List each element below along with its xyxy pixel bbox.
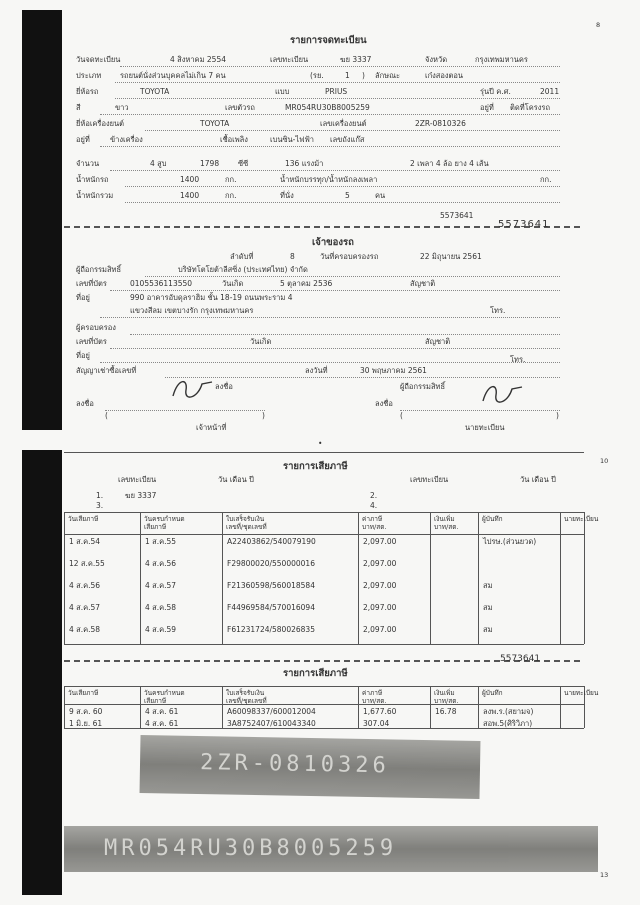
- lbl-type: ประเภท: [76, 71, 102, 80]
- lbl-reg-date: วันจดทะเบียน: [76, 55, 121, 64]
- table-col-line: [584, 512, 585, 644]
- table-cell: ลงพ.ร.(สยามจ): [483, 707, 534, 716]
- lbl-color: สี: [76, 103, 81, 112]
- lbl-id: เลขที่บัตร: [76, 279, 107, 288]
- table-header-cell: วันเสียภาษี: [68, 515, 99, 523]
- lbl-style: ลักษณะ: [375, 71, 401, 80]
- table-cell: F29800020/550000016: [227, 559, 315, 568]
- tax-title-2: รายการเสียภาษี: [283, 668, 348, 679]
- cc: 1798: [200, 159, 220, 168]
- engine-brand: TOYOTA: [200, 119, 230, 128]
- lbl-gas-tank: เลขถังแก๊ส: [330, 135, 365, 144]
- vehicle-type: รถยนต์นั่งส่วนบุคคลไม่เกิน 7 คน: [120, 71, 226, 80]
- weight: 1400: [180, 175, 200, 184]
- style: เก๋งสองตอน: [425, 71, 464, 80]
- tape-engine-text: 2ZR-0810326: [199, 750, 390, 779]
- table-header-cell: นายทะเบียน: [564, 689, 599, 697]
- lbl-vin-at: อยู่ที่: [480, 103, 494, 112]
- officer-close-paren: ): [262, 411, 265, 420]
- registrar-open-paren: (: [400, 411, 403, 420]
- table-border: [64, 644, 584, 645]
- line: [400, 410, 560, 411]
- line: [100, 114, 560, 115]
- table-cell: 4 ส.ค.58: [69, 625, 101, 634]
- lbl-brand: ยี่ห้อรถ: [76, 87, 99, 96]
- table-cell: 16.78: [435, 707, 457, 716]
- line: [145, 130, 560, 131]
- serial-number-2: 5573641: [500, 654, 541, 664]
- table-cell: A60098337/600012004: [227, 707, 316, 716]
- lbl-vin: เลขตัวรถ: [225, 103, 255, 112]
- tape-vin-text: MR054RU30B8005259: [104, 836, 398, 861]
- registration-title: รายการจดทะเบียน: [290, 35, 367, 46]
- lbl-own-date: วันที่ครอบครองรถ: [320, 252, 379, 261]
- line: [125, 202, 560, 203]
- tax-title: รายการเสียภาษี: [283, 461, 348, 472]
- table-cell: ไปรษ.(ส่วนยวด): [483, 537, 537, 546]
- owner-title: เจ้าของรถ: [312, 237, 354, 248]
- line: [100, 362, 560, 363]
- gross-unit: กก.: [225, 191, 237, 200]
- seats: 5: [345, 191, 350, 200]
- lbl-possessor: ผู้ครอบครอง: [76, 323, 116, 332]
- table-cell: สม: [483, 581, 493, 590]
- lbl-seq: ลำดับที่: [230, 252, 254, 261]
- table-cell: F61231724/580026835: [227, 625, 315, 634]
- reg-date: 4 สิงหาคม 2554: [170, 55, 226, 64]
- lbl-plate: เลขทะเบียน: [270, 55, 309, 64]
- lbl-seats: ที่นั่ง: [280, 191, 294, 200]
- code-close: ): [362, 71, 365, 80]
- table-cell: 4 ส.ค.56: [69, 581, 101, 590]
- line: [100, 146, 560, 147]
- line: [120, 66, 560, 67]
- lbl-code: (รย.: [310, 71, 324, 80]
- birth-date: 5 ตุลาคม 2536: [280, 279, 333, 288]
- table-col-line: [358, 686, 359, 728]
- seats-unit: คน: [375, 191, 386, 200]
- lbl-registrar: นายทะเบียน: [465, 423, 505, 432]
- table-border: [64, 686, 584, 687]
- table-col-line: [64, 512, 65, 644]
- lbl-tel2: โทร.: [510, 355, 526, 364]
- year: 2011: [540, 87, 560, 96]
- gross-weight: 1400: [180, 191, 200, 200]
- table-cell: 4 ส.ค.58: [145, 603, 177, 612]
- table-col-line: [140, 512, 141, 644]
- table-col-line: [430, 512, 431, 644]
- lbl-address: ที่อยู่: [76, 293, 90, 302]
- address-line2: แขวงสีลม เขตบางรัก กรุงเทพมหานคร: [130, 306, 254, 315]
- table-cell: 2,097.00: [363, 559, 397, 568]
- lbl-tel: โทร.: [490, 306, 506, 315]
- weight-unit: กก.: [225, 175, 237, 184]
- entry-1-num: 1.: [96, 491, 104, 500]
- tape-vin: [64, 826, 598, 872]
- table-header-cell: เงินเพิ่ม บาท/สต.: [434, 689, 459, 706]
- table-cell: 4 ส.ค. 61: [145, 707, 179, 716]
- hdr-date: วัน เดือน ปี: [218, 475, 254, 484]
- lbl-engine-at: อยู่ที่: [76, 135, 90, 144]
- vin-at: ติดที่โครงรถ: [510, 103, 550, 112]
- registrar-close-paren: ): [556, 411, 559, 420]
- table-border: [64, 534, 584, 535]
- lbl-weight: น้ำหนักรถ: [76, 175, 109, 184]
- table-border: [64, 704, 584, 705]
- own-date: 22 มิถุนายน 2561: [420, 252, 482, 261]
- officer-open-paren: (: [105, 411, 108, 420]
- address: 990 อาคารอับดุลราฮิม ชั้น 18-19 ถนนพระราม 4: [130, 293, 293, 302]
- lbl-model: แบบ: [275, 87, 290, 96]
- table-col-line: [140, 686, 141, 728]
- table-col-line: [358, 512, 359, 644]
- lbl-engine-no: เลขเครื่องยนต์: [320, 119, 367, 128]
- line: [110, 290, 560, 291]
- lbl-nationality: สัญชาติ: [410, 279, 436, 288]
- table-cell: 4 ส.ค.59: [145, 625, 177, 634]
- table-col-line: [560, 686, 561, 728]
- table-col-line: [222, 512, 223, 644]
- table-border: [64, 512, 584, 513]
- table-cell: A22403862/540079190: [227, 537, 316, 546]
- lbl-holder-sign: ผู้ถือกรรมสิทธิ์: [400, 382, 446, 391]
- table-col-line: [430, 686, 431, 728]
- divider: [64, 452, 584, 453]
- table-cell: 1 ส.ค.55: [145, 537, 177, 546]
- lbl-gross: น้ำหนักรวม: [76, 191, 114, 200]
- fuel: เบนซิน-ไฟฟ้า: [270, 135, 314, 144]
- table-col-line: [478, 512, 479, 644]
- table-cell: 1,677.60: [363, 707, 397, 716]
- table-col-line: [478, 686, 479, 728]
- table-cell: สม: [483, 603, 493, 612]
- line: [110, 170, 560, 171]
- table-cell: 307.04: [363, 719, 390, 728]
- lbl-province: จังหวัด: [425, 55, 448, 64]
- table-cell: 2,097.00: [363, 603, 397, 612]
- scan-edge-top: [22, 10, 62, 430]
- lbl-qty: จำนวน: [76, 159, 100, 168]
- entry-2-num: 2.: [370, 491, 378, 500]
- table-cell: F21360598/560018584: [227, 581, 315, 590]
- line: [110, 348, 560, 349]
- code: 1: [345, 71, 350, 80]
- lbl-cc: ซีซี: [238, 159, 249, 168]
- page-number: 8: [596, 21, 601, 29]
- table-cell: สม: [483, 625, 493, 634]
- table-header-cell: วันครบกำหนด เสียภาษี: [144, 515, 185, 532]
- hdr-plate-2: เลขทะเบียน: [410, 475, 449, 484]
- table-cell: 4 ส.ค.57: [145, 581, 177, 590]
- serial-number: 5573641: [440, 211, 474, 220]
- side-number: 10: [600, 457, 609, 465]
- engine-no: 2ZR-0810326: [415, 119, 466, 128]
- table-cell: 9 ส.ค. 60: [69, 707, 103, 716]
- line: [165, 377, 560, 378]
- holder-name: บริษัทโตโยต้าลีสซิ่ง (ประเทศไทย) จำกัด: [178, 265, 308, 274]
- line: [125, 186, 560, 187]
- line: [105, 410, 265, 411]
- table-cell: 2,097.00: [363, 537, 397, 546]
- lbl-sign3: ลงชื่อ: [375, 399, 393, 408]
- horsepower: 136 แรงม้า: [285, 159, 324, 168]
- line: [115, 98, 560, 99]
- table-cell: 4 ส.ค. 61: [145, 719, 179, 728]
- table-col-line: [560, 512, 561, 644]
- table-header-cell: วันครบกำหนด เสียภาษี: [144, 689, 185, 706]
- table-cell: 2,097.00: [363, 625, 397, 634]
- lbl-nationality2: สัญชาติ: [425, 337, 451, 346]
- table-col-line: [64, 686, 65, 728]
- table-header-cell: นายทะเบียน: [564, 515, 599, 523]
- table-col-line: [222, 686, 223, 728]
- lbl-officer: เจ้าหน้าที่: [196, 423, 227, 432]
- load-unit: กก.: [540, 175, 552, 184]
- vin: MR054RU30B8005259: [285, 103, 370, 112]
- lbl-load: น้ำหนักบรรทุก/น้ำหนักลงเพลา: [280, 175, 378, 184]
- table-cell: F44969584/570016094: [227, 603, 315, 612]
- table-header-cell: ค่าภาษี บาท/สต.: [362, 689, 387, 706]
- wheels: 2 เพลา 4 ล้อ ยาง 4 เส้น: [410, 159, 489, 168]
- lbl-address2: ที่อยู่: [76, 351, 90, 360]
- footer-number: 13: [600, 871, 609, 879]
- brand: TOYOTA: [140, 87, 170, 96]
- table-cell: 4 ส.ค.57: [69, 603, 101, 612]
- seq: 8: [290, 252, 295, 261]
- entry-1-plate: ฆย 3337: [125, 491, 157, 500]
- lbl-birth2: วันเกิด: [250, 337, 272, 346]
- table-cell: 2,097.00: [363, 581, 397, 590]
- table-cell: 1 มิ.ย. 61: [69, 719, 103, 728]
- holder-signature-2: [478, 381, 528, 407]
- table-header-cell: ค่าภาษี บาท/สต.: [362, 515, 387, 532]
- line: [100, 317, 560, 318]
- hdr-date-2: วัน เดือน ปี: [520, 475, 556, 484]
- serial-number-large: 5573641: [498, 219, 550, 230]
- table-header-cell: ใบเสร็จรับเงิน เลขที่/ชุดเลขที่: [226, 515, 267, 532]
- line: [130, 334, 560, 335]
- scan-edge-bottom: [22, 450, 62, 895]
- bullet-mark: •: [318, 439, 323, 448]
- table-cell: 4 ส.ค.56: [145, 559, 177, 568]
- lbl-contract-date: ลงวันที่: [305, 366, 328, 375]
- table-cell: 1 ส.ค.54: [69, 537, 101, 546]
- table-cell: 3A8752407/610043340: [227, 719, 316, 728]
- lbl-contract: สัญญาเช่าซื้อเลขที่: [76, 366, 137, 375]
- table-cell: 12 ส.ค.55: [69, 559, 105, 568]
- id-number: 0105536113550: [130, 279, 193, 288]
- model: PRIUS: [325, 87, 348, 96]
- table-header-cell: ผู้บันทึก: [482, 689, 503, 697]
- lbl-engine-brand: ยี่ห้อเครื่องยนต์: [76, 119, 125, 128]
- holder-signature: [168, 376, 218, 402]
- engine-at: ข้างเครื่อง: [110, 135, 143, 144]
- entry-3-num: 3.: [96, 501, 104, 510]
- table-header-cell: ใบเสร็จรับเงิน เลขที่/ชุดเลขที่: [226, 689, 267, 706]
- entry-4-num: 4.: [370, 501, 378, 510]
- table-header-cell: เงินเพิ่ม บาท/สต.: [434, 515, 459, 532]
- lbl-year: รุ่นปี ค.ศ.: [480, 87, 511, 96]
- contract-date: 30 พฤษภาคม 2561: [360, 366, 427, 375]
- line: [145, 276, 560, 277]
- table-border: [64, 728, 584, 729]
- table-cell: สอพ.5(ศิริวิภา): [483, 719, 533, 728]
- cylinders: 4 สูบ: [150, 159, 167, 168]
- lbl-fuel: เชื้อเพลิง: [220, 135, 248, 144]
- table-header-cell: ผู้บันทึก: [482, 515, 503, 523]
- lbl-sign: ลงชื่อ: [215, 382, 233, 391]
- lbl-birth: วันเกิด: [222, 279, 244, 288]
- province: กรุงเทพมหานคร: [475, 55, 528, 64]
- line: [115, 82, 560, 83]
- table-header-cell: วันเสียภาษี: [68, 689, 99, 697]
- tape-engine-number: [140, 735, 481, 799]
- plate: ฆย 3337: [340, 55, 372, 64]
- lbl-holder: ผู้ถือกรรมสิทธิ์: [76, 265, 122, 274]
- hdr-plate: เลขทะเบียน: [118, 475, 157, 484]
- lbl-sign2: ลงชื่อ: [76, 399, 94, 408]
- lbl-id2: เลขที่บัตร: [76, 337, 107, 346]
- color: ขาว: [115, 103, 129, 112]
